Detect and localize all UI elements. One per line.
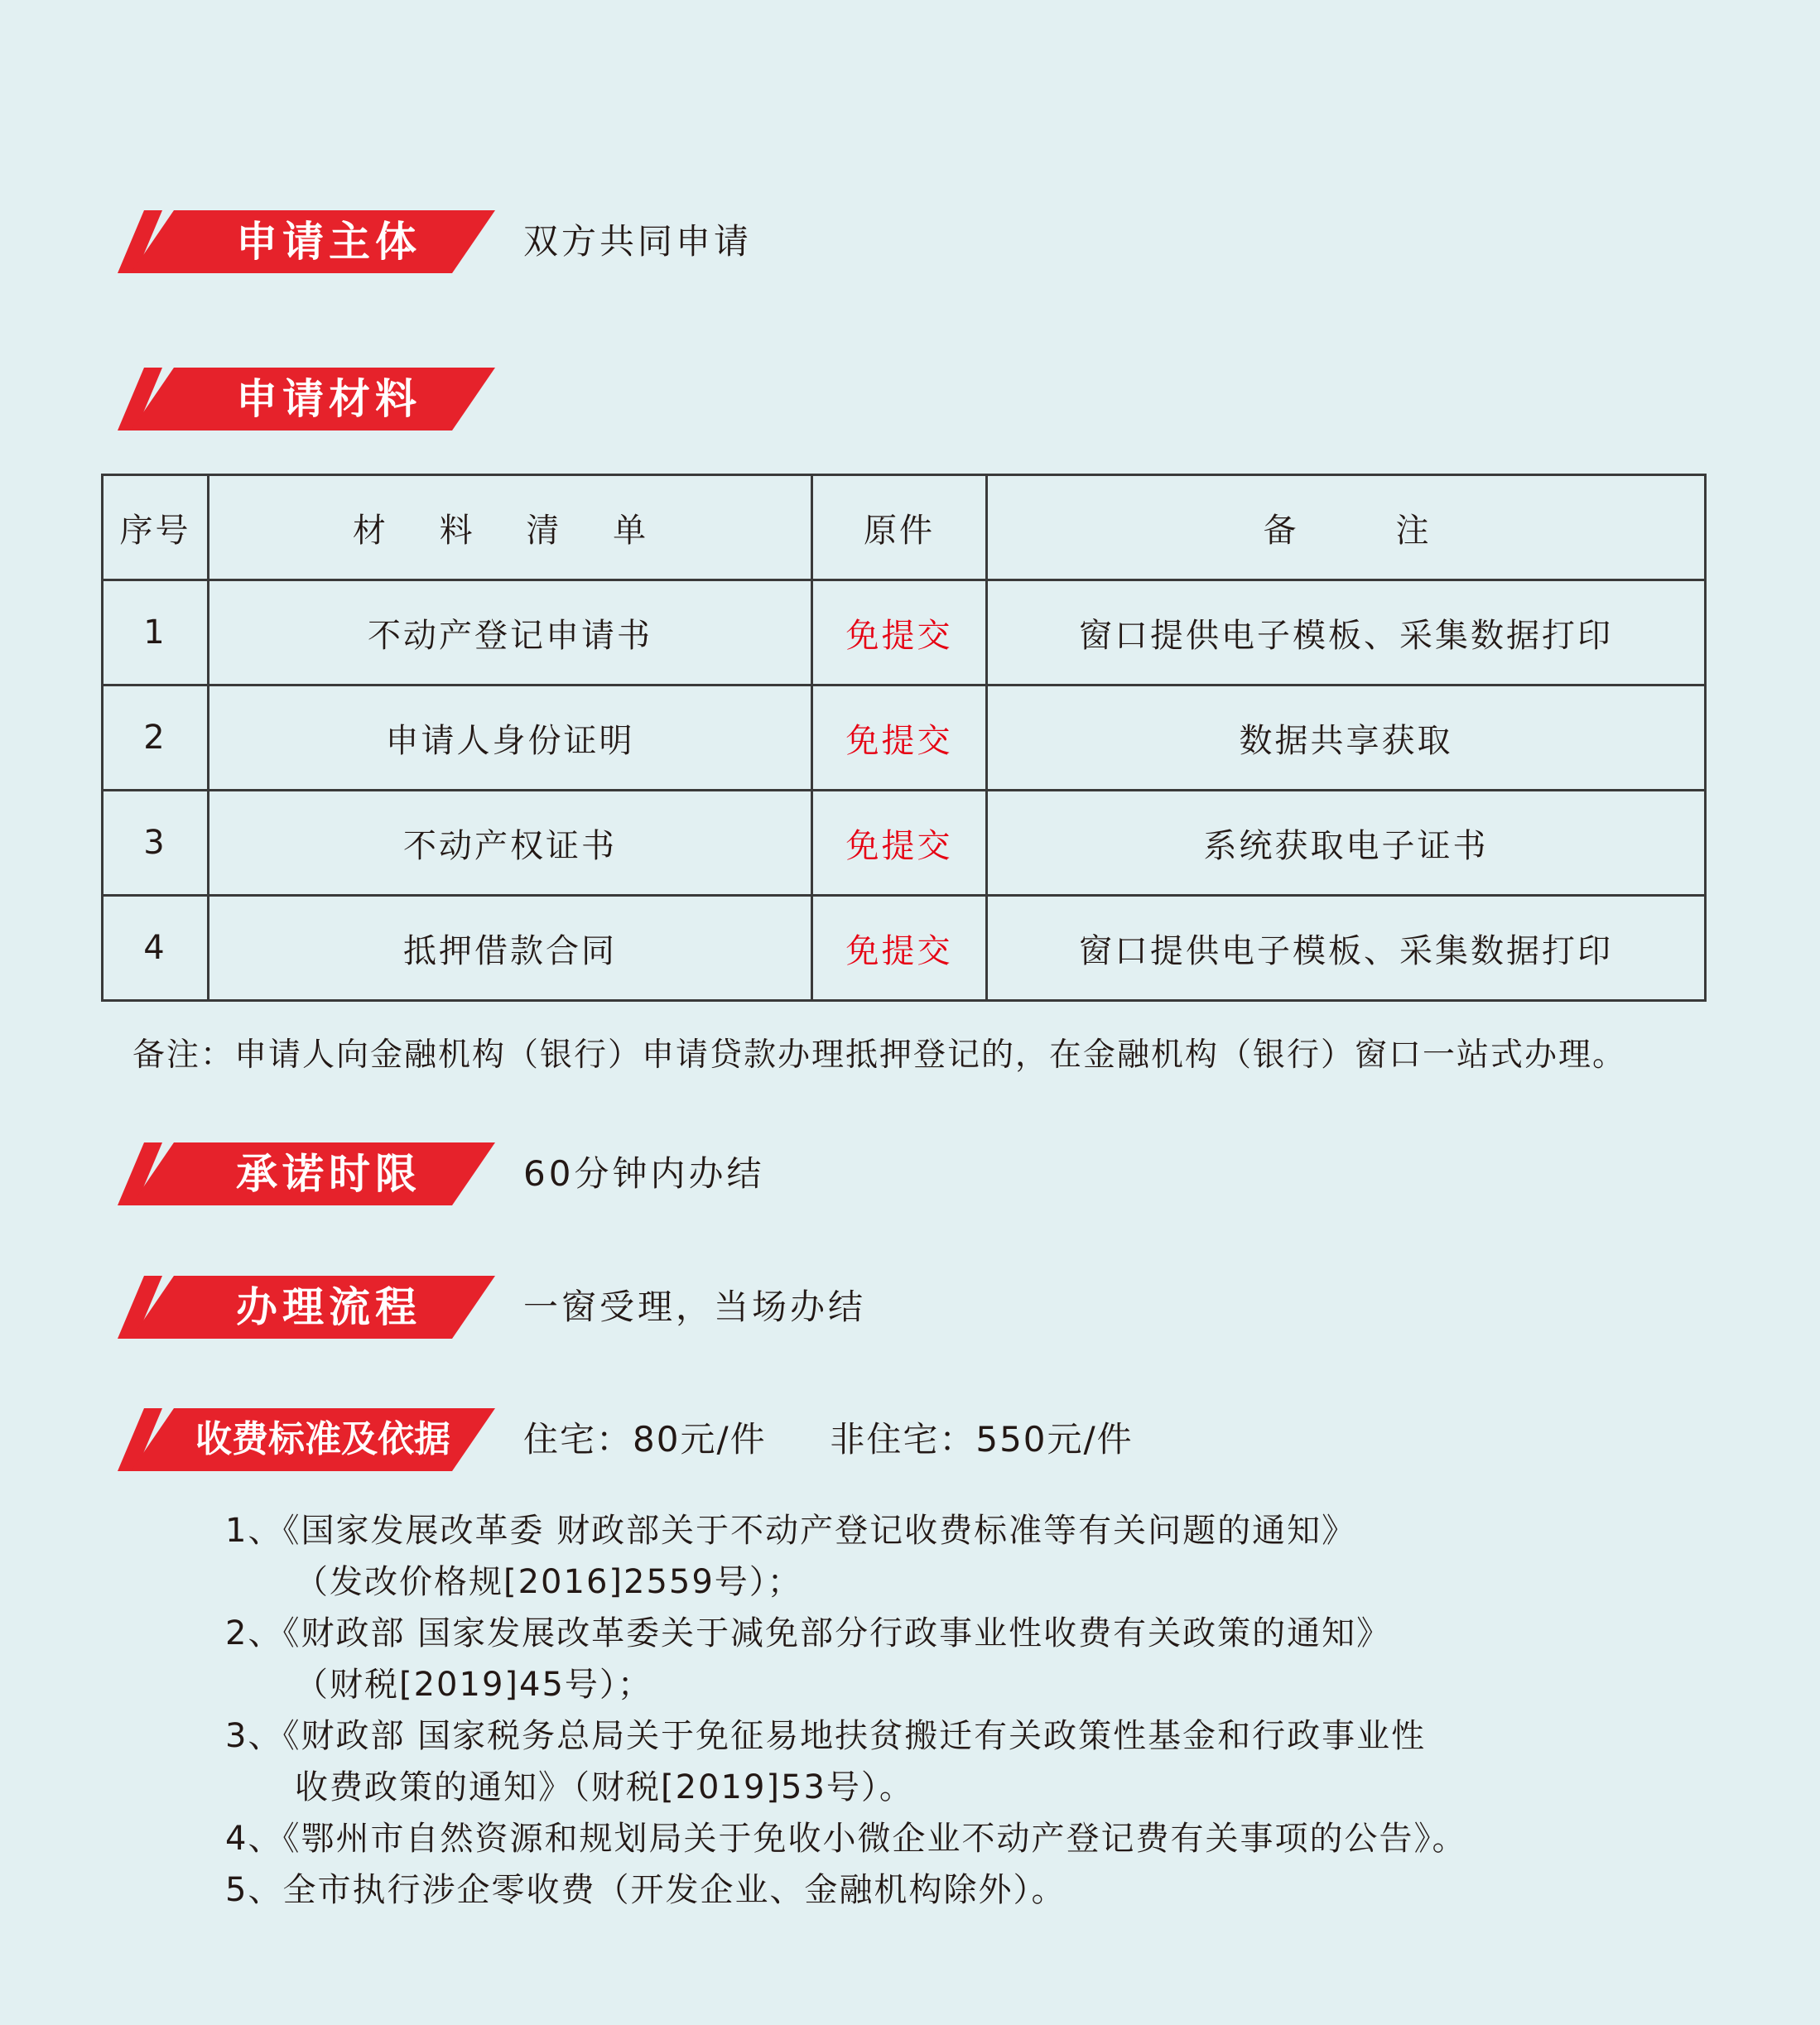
cell-material: 申请人身份证明 [209, 685, 812, 791]
header-original: 原件 [812, 475, 987, 580]
section-tag-subject [118, 210, 495, 273]
table-header-row [103, 475, 1706, 580]
cell-original: 免提交 [812, 896, 987, 1001]
section-tag-materials [118, 368, 495, 430]
section-fees [0, 1408, 1820, 1474]
reference-item-continuation: （财税[2019]45号）； [295, 1666, 652, 1704]
cell-seq: 4 [103, 896, 209, 1001]
header-seq: 序号 [103, 475, 209, 580]
reference-item: 5、全市执行涉企零收费（开发企业、金融机构除外）。 [225, 1871, 1066, 1909]
section-value: 一窗受理，当场办结 [523, 1287, 867, 1327]
section-label: 申请主体 [236, 218, 421, 266]
cell-remarks: 窗口提供电子模板、采集数据打印 [987, 896, 1706, 1001]
section-label: 承诺时限 [236, 1150, 421, 1198]
cell-remarks: 系统获取电子证书 [987, 791, 1706, 896]
cell-seq: 1 [103, 580, 209, 685]
materials-table [101, 474, 1707, 1002]
table-note: 备注：申请人向金融机构（银行）申请贷款办理抵押登记的，在金融机构（银行）窗口一站式办理。 [132, 1037, 1627, 1074]
section-value: 60分钟内办结 [523, 1153, 765, 1194]
section-tag-time-limit [118, 1142, 495, 1205]
section-materials [0, 368, 1820, 434]
section-value: 住宅：80元/件 非住宅：550元/件 [523, 1419, 1134, 1460]
cell-remarks: 窗口提供电子模板、采集数据打印 [987, 580, 1706, 685]
reference-item: 4、《鄂州市自然资源和规划局关于免收小微企业不动产登记费有关事项的公告》。 [225, 1820, 1467, 1858]
table-row [103, 580, 1706, 685]
cell-original: 免提交 [812, 685, 987, 791]
reference-item: 1、《国家发展改革委 财政部关于不动产登记收费标准等有关问题的通知》 [225, 1512, 1357, 1550]
cell-seq: 3 [103, 791, 209, 896]
cell-remarks: 数据共享获取 [987, 685, 1706, 791]
header-remarks: 备 注 [987, 475, 1706, 580]
fee-references [225, 1505, 1466, 1916]
table-row [103, 791, 1706, 896]
section-time-limit [0, 1142, 1820, 1209]
section-label: 办理流程 [236, 1283, 421, 1331]
table-row [103, 685, 1706, 791]
section-subject [0, 210, 1820, 277]
reference-item-continuation: （发改价格规[2016]2559号）； [295, 1563, 802, 1601]
section-value: 双方共同申请 [523, 221, 753, 262]
reference-item-continuation: 收费政策的通知》（财税[2019]53号）。 [295, 1768, 914, 1806]
section-process [0, 1276, 1820, 1342]
cell-material: 不动产登记申请书 [209, 580, 812, 685]
cell-material: 抵押借款合同 [209, 896, 812, 1001]
section-label: 申请材料 [236, 375, 421, 423]
cell-original: 免提交 [812, 580, 987, 685]
cell-seq: 2 [103, 685, 209, 791]
reference-item: 3、《财政部 国家税务总局关于免征易地扶贫搬迁有关政策性基金和行政事业性 [225, 1717, 1427, 1755]
cell-material: 不动产权证书 [209, 791, 812, 896]
section-tag-fees [118, 1408, 495, 1471]
section-tag-process [118, 1276, 495, 1339]
table-row [103, 896, 1706, 1001]
cell-original: 免提交 [812, 791, 987, 896]
header-material-list: 材 料 清 单 [209, 475, 812, 580]
reference-item: 2、《财政部 国家发展改革委关于减免部分行政事业性收费有关政策的通知》 [225, 1614, 1392, 1652]
section-label: 收费标准及依据 [195, 1418, 450, 1460]
